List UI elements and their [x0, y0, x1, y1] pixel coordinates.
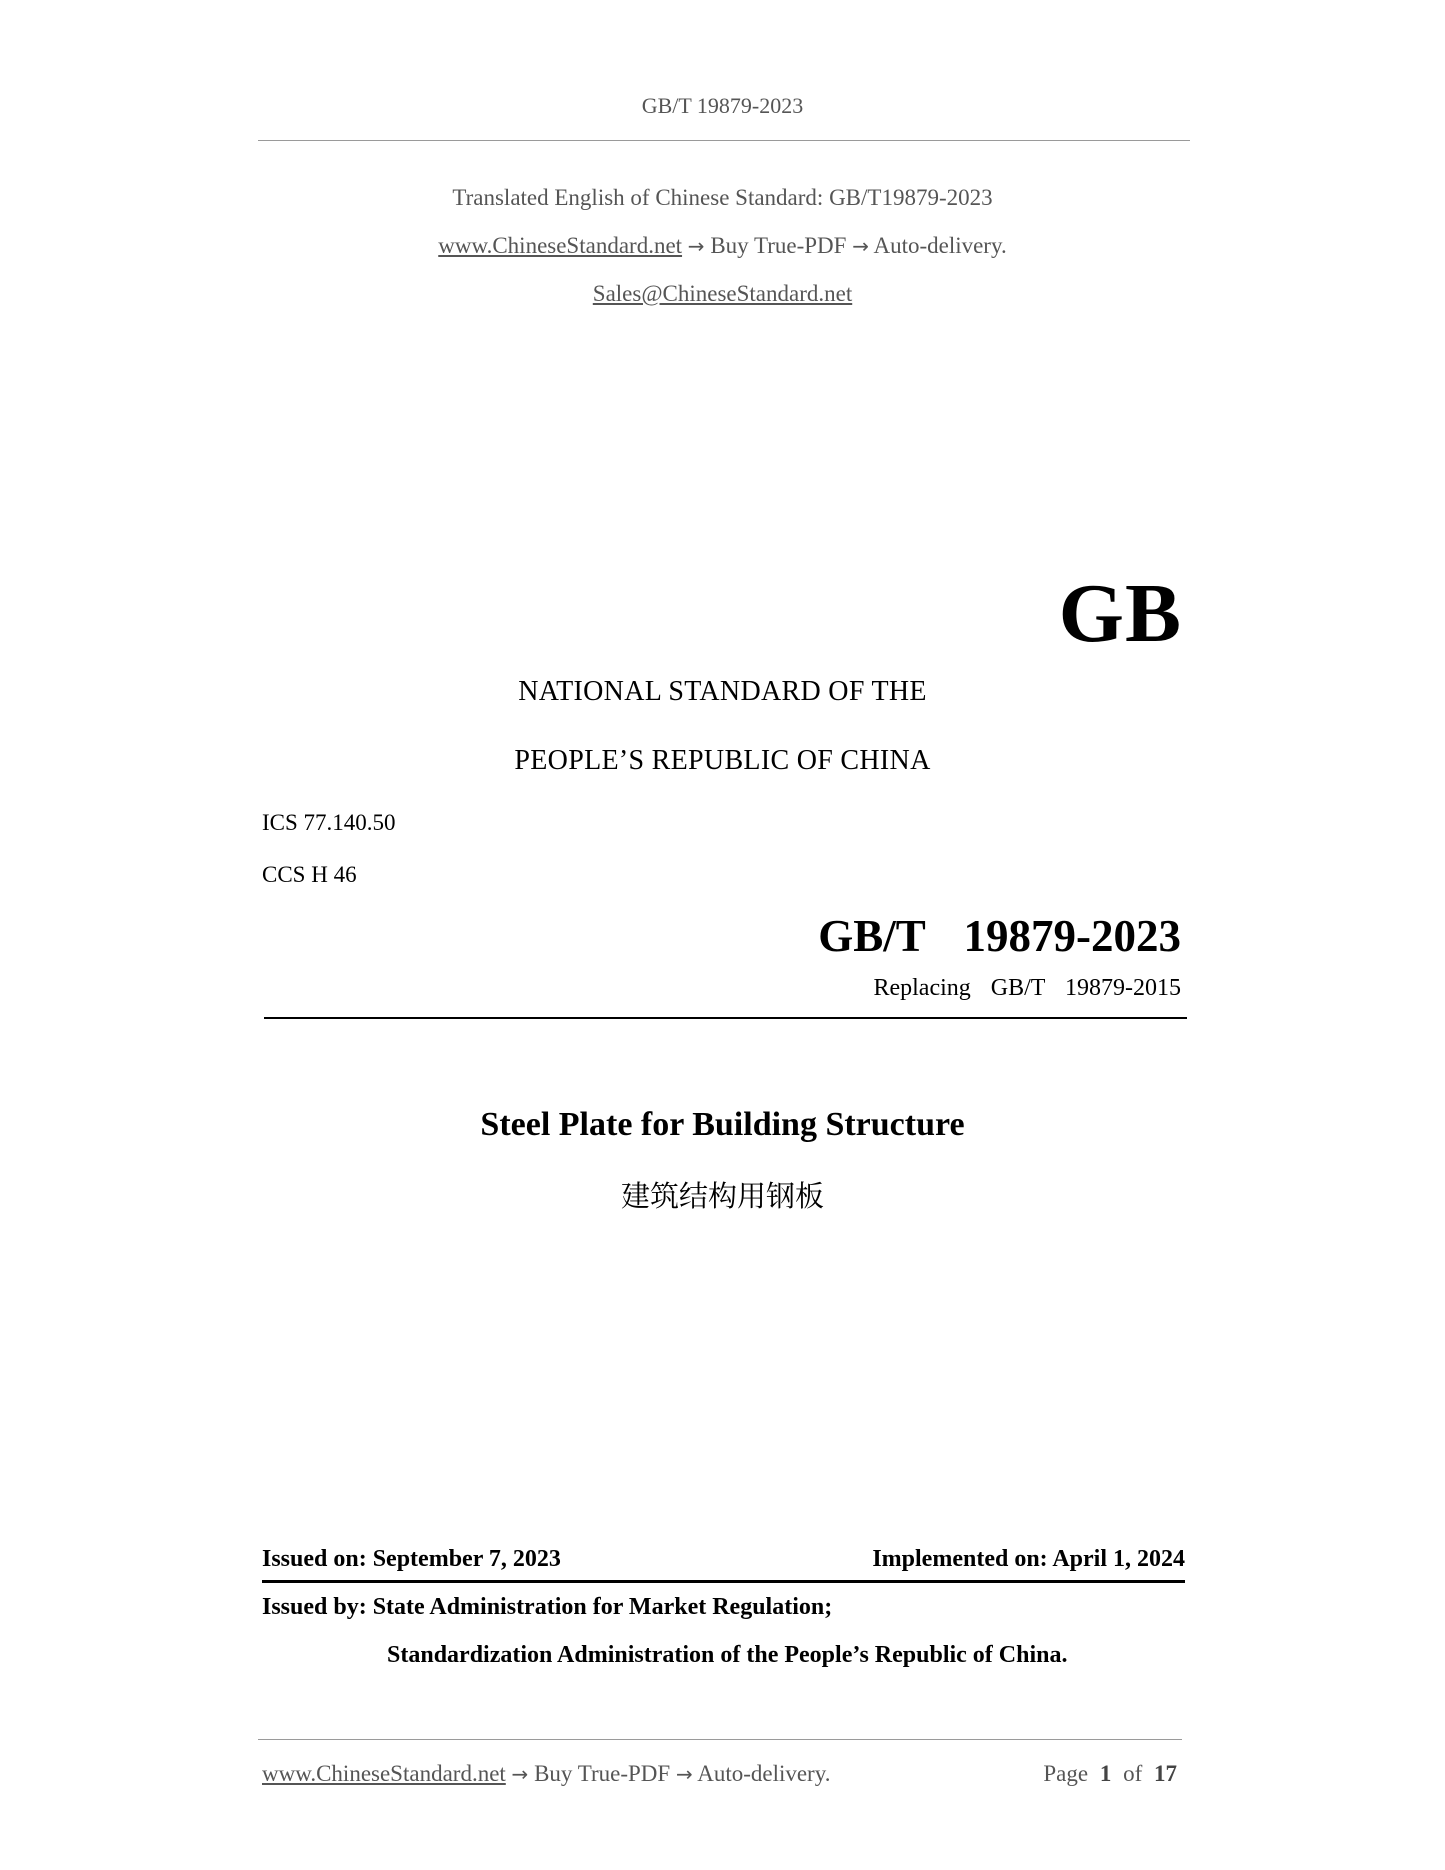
arrow-right-icon: → [852, 234, 869, 258]
arrow-right-icon: → [511, 1762, 529, 1786]
delivery-text: Auto-delivery. [873, 233, 1007, 258]
ccs-code: CCS H 46 [262, 862, 357, 887]
replacing-note: Replacing GB/T 19879-2015 [873, 975, 1181, 1001]
buy-text: Buy True-PDF [710, 233, 847, 258]
issued-on-date: Issued on: September 7, 2023 [262, 1546, 561, 1572]
document-title: Steel Plate for Building Structure [480, 1106, 965, 1143]
page-current: 1 [1099, 1761, 1112, 1786]
gb-mark: GB [1058, 567, 1182, 660]
page-total: 17 [1154, 1761, 1177, 1786]
footer-delivery-text: Auto-delivery. [697, 1761, 831, 1786]
national-standard-line: PEOPLE’S REPUBLIC OF CHINA [514, 745, 931, 776]
running-header: GB/T 19879-2023 [641, 93, 804, 118]
national-standard-line: NATIONAL STANDARD OF THE [518, 676, 927, 707]
issued-by-second-authority: Standardization Administration of the People’s Republic of China. [387, 1642, 1068, 1668]
promo-line: Translated English of Chinese Standard: GB/T19879-2023 [452, 185, 993, 210]
footer-links [262, 1761, 830, 1787]
issue-divider [262, 1580, 1185, 1583]
header-divider [258, 140, 1190, 141]
standard-number: GB/T 19879-2023 [818, 911, 1181, 961]
title-divider [264, 1017, 1187, 1019]
issued-by: Issued by: State Administration for Market Regulation; [262, 1594, 833, 1620]
arrow-right-icon: → [687, 234, 705, 258]
page-of: of [1123, 1761, 1143, 1786]
document-title-chinese: 建筑结构用钢板 [620, 1179, 824, 1213]
implemented-on-date: Implemented on: April 1, 2024 [872, 1546, 1185, 1572]
footer-site-link[interactable]: www.ChineseStandard.net [262, 1761, 506, 1786]
email-link[interactable]: Sales@ChineseStandard.net [592, 281, 853, 306]
site-link[interactable]: www.ChineseStandard.net [438, 233, 683, 258]
footer-divider [258, 1739, 1182, 1740]
ics-code: ICS 77.140.50 [262, 810, 396, 835]
arrow-right-icon: → [675, 1762, 693, 1786]
promo-links [0, 233, 1445, 259]
page-number [1043, 1761, 1177, 1787]
footer-buy-text: Buy True-PDF [534, 1761, 671, 1786]
promo-email [0, 281, 1445, 307]
page-label: Page [1043, 1761, 1089, 1786]
